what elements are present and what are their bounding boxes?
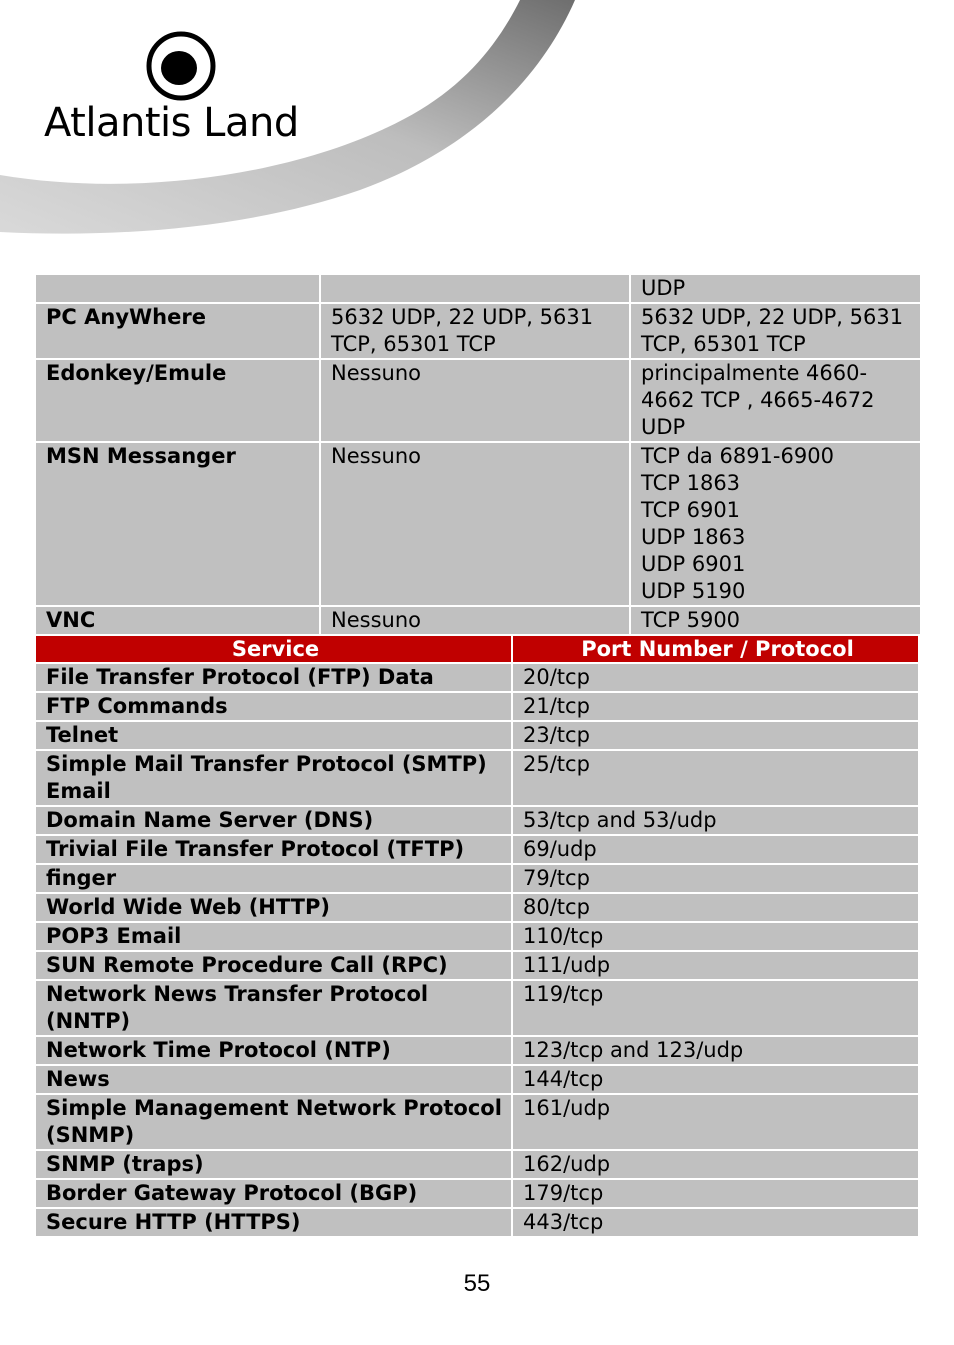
application-name [36, 275, 319, 302]
table-row [36, 1037, 918, 1064]
service-name: Simple Mail Transfer Protocol (SMTP) Email [36, 751, 511, 805]
application-forward-ports [631, 443, 920, 605]
table-row [36, 751, 918, 805]
application-open-ports: 5632 UDP, 22 UDP, 5631 TCP, 65301 TCP [321, 304, 629, 358]
table-row [36, 865, 918, 892]
application-open-ports: Nessuno [321, 360, 629, 441]
table-row [36, 304, 920, 358]
service-name: Trivial File Transfer Protocol (TFTP) [36, 836, 511, 863]
table-row [36, 807, 918, 834]
brand-name: Atlantis Land [44, 100, 299, 146]
logo-mark-icon [145, 30, 217, 102]
forward-port-line: UDP [641, 276, 686, 300]
application-name: VNC [36, 607, 319, 634]
table-row [36, 360, 920, 441]
service-name: File Transfer Protocol (FTP) Data [36, 664, 511, 691]
service-port: 144/tcp [513, 1066, 918, 1093]
service-name: SNMP (traps) [36, 1151, 511, 1178]
table-row [36, 1209, 918, 1236]
service-port: 110/tcp [513, 923, 918, 950]
application-name: MSN Messanger [36, 443, 319, 605]
service-port: 161/udp [513, 1095, 918, 1149]
forward-port-line: UDP 1863 [641, 525, 746, 549]
forward-port-line: principalmente 4660-4662 TCP , 4665-4672 UDP [641, 361, 875, 439]
table-row [36, 275, 920, 302]
header-port-protocol: Port Number / Protocol [513, 636, 918, 662]
table-row [36, 923, 918, 950]
application-open-ports: Nessuno [321, 607, 629, 634]
service-name: Network News Transfer Protocol (NNTP) [36, 981, 511, 1035]
service-port: 20/tcp [513, 664, 918, 691]
service-name: POP3 Email [36, 923, 511, 950]
page-number: 55 [463, 1270, 491, 1297]
table-row [36, 722, 918, 749]
service-port: 69/udp [513, 836, 918, 863]
header-service: Service [36, 636, 511, 662]
service-port: 79/tcp [513, 865, 918, 892]
table-row [36, 981, 918, 1035]
application-forward-ports [631, 607, 920, 634]
service-port: 111/udp [513, 952, 918, 979]
service-port: 80/tcp [513, 894, 918, 921]
service-port: 23/tcp [513, 722, 918, 749]
service-port: 53/tcp and 53/udp [513, 807, 918, 834]
forward-port-line: UDP 6901 [641, 552, 746, 576]
applications-port-table [34, 273, 922, 636]
application-forward-ports [631, 360, 920, 441]
brand-logo [44, 30, 314, 145]
forward-port-line: TCP 6901 [641, 498, 741, 522]
table-row [36, 443, 920, 605]
service-name: Telnet [36, 722, 511, 749]
service-port: 21/tcp [513, 693, 918, 720]
forward-port-line: TCP da 6891-6900 [641, 444, 834, 468]
table-row [36, 1066, 918, 1093]
service-name: FTP Commands [36, 693, 511, 720]
forward-port-line: 5632 UDP, 22 UDP, 5631 TCP, 65301 TCP [641, 305, 904, 356]
service-port: 179/tcp [513, 1180, 918, 1207]
service-name: finger [36, 865, 511, 892]
table-row [36, 664, 918, 691]
table-row [36, 894, 918, 921]
services-port-table [34, 634, 920, 1238]
table-row [36, 1180, 918, 1207]
table-header-row [36, 636, 918, 662]
service-port: 123/tcp and 123/udp [513, 1037, 918, 1064]
forward-port-line: TCP 1863 [641, 471, 741, 495]
table-row [36, 1095, 918, 1149]
service-name: Border Gateway Protocol (BGP) [36, 1180, 511, 1207]
service-name: Domain Name Server (DNS) [36, 807, 511, 834]
application-name: Edonkey/Emule [36, 360, 319, 441]
service-name: News [36, 1066, 511, 1093]
application-open-ports: Nessuno [321, 443, 629, 605]
table-row [36, 952, 918, 979]
service-port: 119/tcp [513, 981, 918, 1035]
service-name: Secure HTTP (HTTPS) [36, 1209, 511, 1236]
application-open-ports [321, 275, 629, 302]
forward-port-line: TCP 5900 [641, 608, 741, 632]
forward-port-line: UDP 5190 [641, 579, 746, 603]
service-name: World Wide Web (HTTP) [36, 894, 511, 921]
service-name: SUN Remote Procedure Call (RPC) [36, 952, 511, 979]
service-port: 25/tcp [513, 751, 918, 805]
application-name: PC AnyWhere [36, 304, 319, 358]
table-row [36, 1151, 918, 1178]
table-row [36, 693, 918, 720]
table-row [36, 836, 918, 863]
service-port: 162/udp [513, 1151, 918, 1178]
application-forward-ports [631, 304, 920, 358]
service-name: Network Time Protocol (NTP) [36, 1037, 511, 1064]
application-forward-ports [631, 275, 920, 302]
table-row [36, 607, 920, 634]
service-name: Simple Management Network Protocol (SNMP) [36, 1095, 511, 1149]
service-port: 443/tcp [513, 1209, 918, 1236]
